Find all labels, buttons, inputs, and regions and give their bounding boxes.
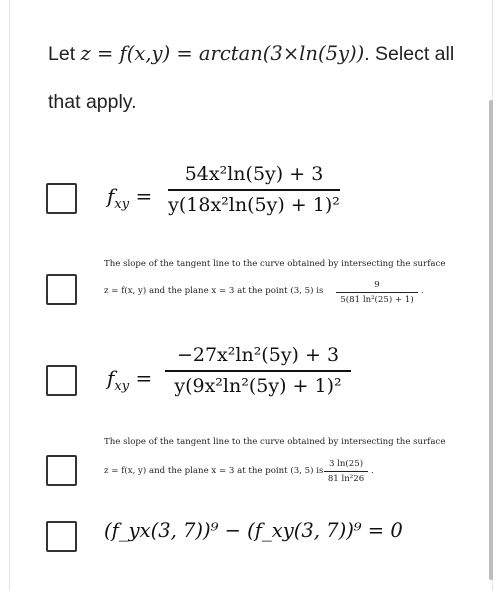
option-1-numerator: 54x²ln(5y) + 3: [184, 163, 324, 185]
fraction-bar: [336, 292, 418, 293]
option-2-denominator: 5(81 ln²(25) + 1): [340, 295, 414, 305]
question-function: z = f(x,y) = arctan(3×ln(5y)): [80, 42, 365, 65]
option-1-denominator: y(18x²ln(5y) + 1)²: [168, 193, 340, 216]
option-2-fraction: [336, 280, 418, 305]
scrollbar[interactable]: [489, 100, 493, 580]
option-1-fraction: [168, 163, 340, 216]
option-4-line1: The slope of the tangent line to the curve obtained by intersecting the surface: [104, 437, 446, 447]
question-tail: . Select all that apply.: [48, 43, 455, 113]
option-4-denominator: 81 ln²26: [327, 474, 365, 484]
checkbox-option-3[interactable]: [46, 365, 77, 396]
option-3-fraction: [165, 344, 351, 397]
option-4-period: .: [371, 466, 374, 476]
question-text: [48, 30, 468, 126]
checkbox-option-5[interactable]: [46, 521, 77, 552]
checkbox-option-1[interactable]: [46, 183, 77, 214]
option-3-denominator: y(9x²ln²(5y) + 1)²: [174, 374, 342, 397]
option-5-expression: (f_yx(3, 7))⁹ − (f_xy(3, 7))⁹ = 0: [104, 519, 403, 542]
option-1-lhs: $f_{xy}$ =: [107, 184, 153, 212]
option-2-period: .: [421, 286, 424, 296]
option-4-fraction: [324, 459, 368, 484]
checkbox-option-4[interactable]: [46, 455, 77, 486]
fraction-bar: [324, 471, 368, 472]
option-2-line1: The slope of the tangent line to the curve obtained by intersecting the surface: [104, 259, 446, 269]
option-2-line2: z = f(x, y) and the plane x = 3 at the point (3, 5) is: [104, 286, 324, 296]
checkbox-option-2[interactable]: [46, 274, 77, 305]
option-3-numerator: −27x²ln²(5y) + 3: [176, 344, 340, 366]
option-2-numerator: 9: [374, 280, 380, 290]
question-lead: Let: [48, 43, 81, 65]
option-4-line2: z = f(x, y) and the plane x = 3 at the point (3, 5) is: [104, 466, 324, 476]
option-4-numerator: 3 ln(25): [328, 459, 364, 469]
option-3-lhs: $f_{xy}$ =: [107, 366, 153, 394]
